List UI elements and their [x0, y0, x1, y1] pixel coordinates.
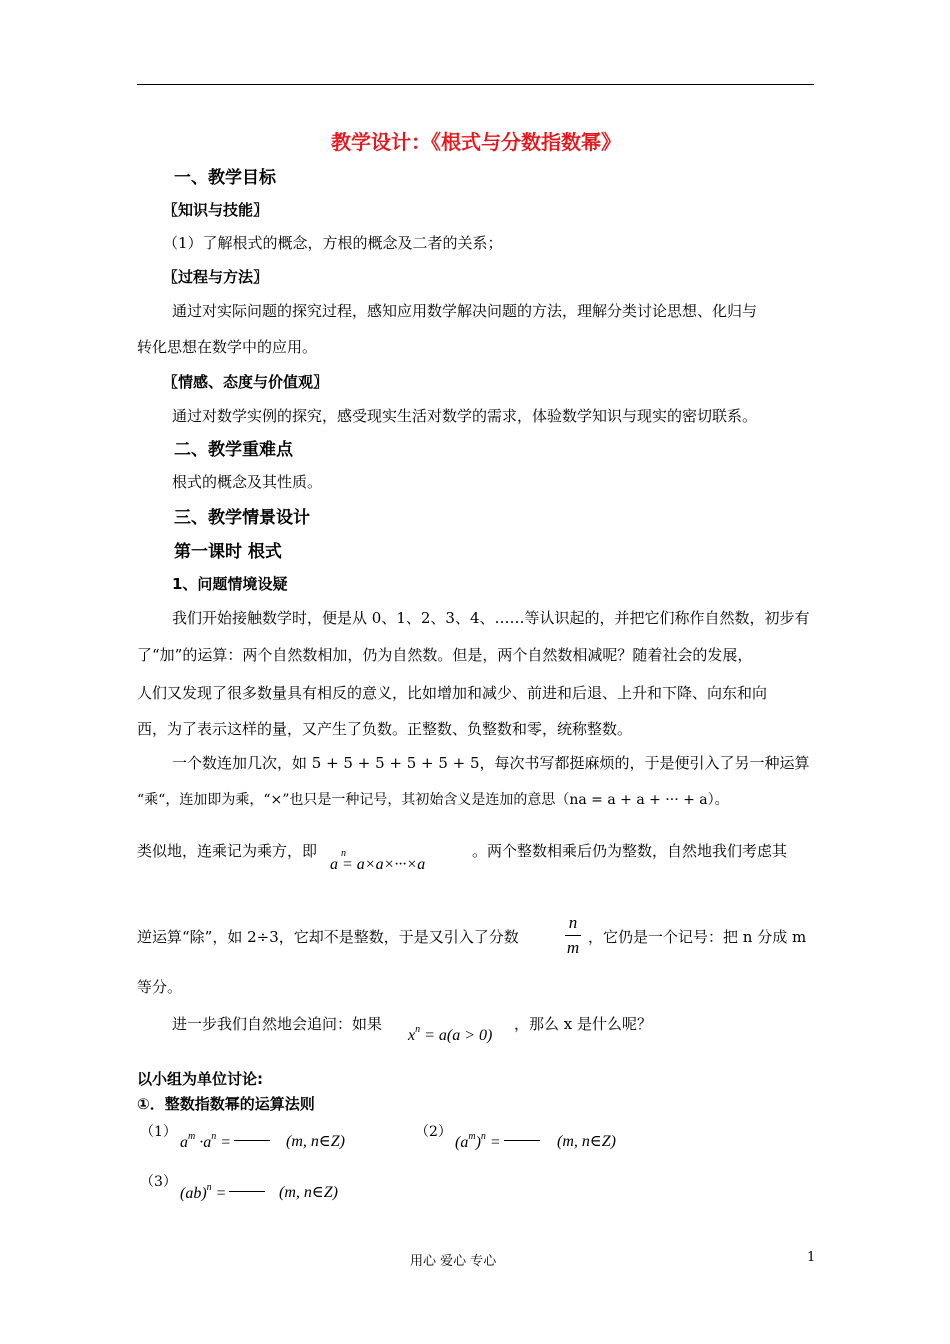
header-rule — [137, 84, 814, 85]
para3-line-1b: ，它仍是一个记号：把 n 分成 m — [588, 928, 807, 946]
process-line-1: 通过对实际问题的探究过程，感知应用数学解决问题的方法，理解分类讨论思想、化归与 — [172, 302, 758, 320]
rule-3-condition: (m, n∈Z) — [279, 1184, 338, 1201]
rule-2-blank — [504, 1140, 540, 1141]
para3-line-2: 等分。 — [137, 978, 183, 996]
rule-1-blank — [234, 1140, 270, 1141]
knowledge-item-1: （1）了解根式的概念，方根的概念及二者的关系； — [163, 234, 503, 252]
para2-line-3a: 类似地，连乘记为乘方，即 — [137, 842, 318, 860]
para1-line-2: 了“加”的运算：两个自然数相加，仍为自然数。但是，两个自然数相减呢？随着社会的发展， — [137, 646, 753, 664]
process-line-2: 转化思想在数学中的应用。 — [137, 338, 318, 356]
para1-line-1: 我们开始接触数学时，便是从 0、1、2、3、4、……等认识起的，并把它们称作自然数，初步有 — [172, 609, 810, 627]
rule-3-formula: (ab)$^n$ = — [180, 1182, 268, 1203]
rule-3-number: （3） — [140, 1174, 177, 1190]
para4-text-b: ，那么 x 是什么呢？ — [514, 1015, 652, 1033]
power-exponent: n — [341, 848, 346, 859]
rule-1-formula: $a^m \cdot a^n$ = — [180, 1131, 273, 1152]
fraction-numerator: n — [568, 913, 578, 932]
subsection-heading: 1、问题情境设疑 — [172, 575, 288, 593]
page-title: 教学设计：《根式与分数指数幂》 — [331, 130, 621, 154]
lesson-title: 第一课时 根式 — [174, 542, 282, 562]
fraction-bar — [565, 935, 581, 936]
difficulty-line: 根式的概念及其性质。 — [172, 473, 323, 491]
section-heading-difficulty: 二、教学重难点 — [174, 440, 293, 460]
rule-2-condition: (m, n∈Z) — [557, 1133, 616, 1150]
section-heading-design: 三、教学情景设计 — [174, 508, 310, 528]
footer-motto: 用心 爱心 专心 — [410, 1254, 497, 1269]
label-emotion: 〖情感、态度与价值观〗 — [163, 373, 329, 391]
para2-line-3b: 。两个整数相乘后仍为整数，自然地我们考虑其 — [472, 842, 788, 860]
rule-1-number: （1） — [140, 1124, 177, 1140]
page-number: 1 — [807, 1250, 816, 1265]
rule-2-formula: $(a^m)^n$ = — [455, 1131, 543, 1152]
fraction-n-over-m — [565, 913, 581, 958]
para2-line-2: “乘“，连加即为乘，“×”也只是一种记号，其初始含义是连加的意思（na = a + a + ··· + a）。 — [137, 792, 729, 808]
para1-line-3: 人们又发现了很多数量具有相反的意义，比如增加和减少、前进和后退、上升和下降、向东和向 — [137, 684, 768, 702]
para3-line-1a: 逆运算“除”，如 2÷3，它却不是整数，于是又引入了分数 — [137, 928, 519, 946]
equation-x-n: $x^n = a(a > 0)$ — [408, 1024, 493, 1044]
label-knowledge: 〖知识与技能〗 — [163, 201, 269, 219]
para1-line-4: 西，为了表示这样的量，又产生了负数。正整数、负整数和零，统称整数。 — [137, 720, 633, 738]
group-discussion-heading: 以小组为单位讨论: — [137, 1070, 263, 1088]
rule-2-number: （2） — [415, 1124, 452, 1140]
rule-item-heading: ①．整数指数幂的运算法则 — [137, 1095, 315, 1113]
emotion-line: 通过对数学实例的探究，感受现实生活对数学的需求，体验数学知识与现实的密切联系。 — [172, 407, 758, 425]
para4-text-a: 进一步我们自然地会追问：如果 — [172, 1015, 383, 1033]
rule-3-blank — [229, 1191, 265, 1192]
para2-line-1: 一个数连加几次，如 5 + 5 + 5 + 5 + 5 + 5，每次书写都挺麻烦的，于是便引入了另一种运算 — [172, 754, 810, 772]
label-process: 〖过程与方法〗 — [163, 268, 269, 286]
rule-1-condition: (m, n∈Z) — [286, 1133, 345, 1150]
fraction-denominator: m — [566, 938, 580, 957]
power-formula: a = a×a×···×a — [330, 856, 426, 873]
section-heading-goals: 一、教学目标 — [174, 168, 276, 188]
